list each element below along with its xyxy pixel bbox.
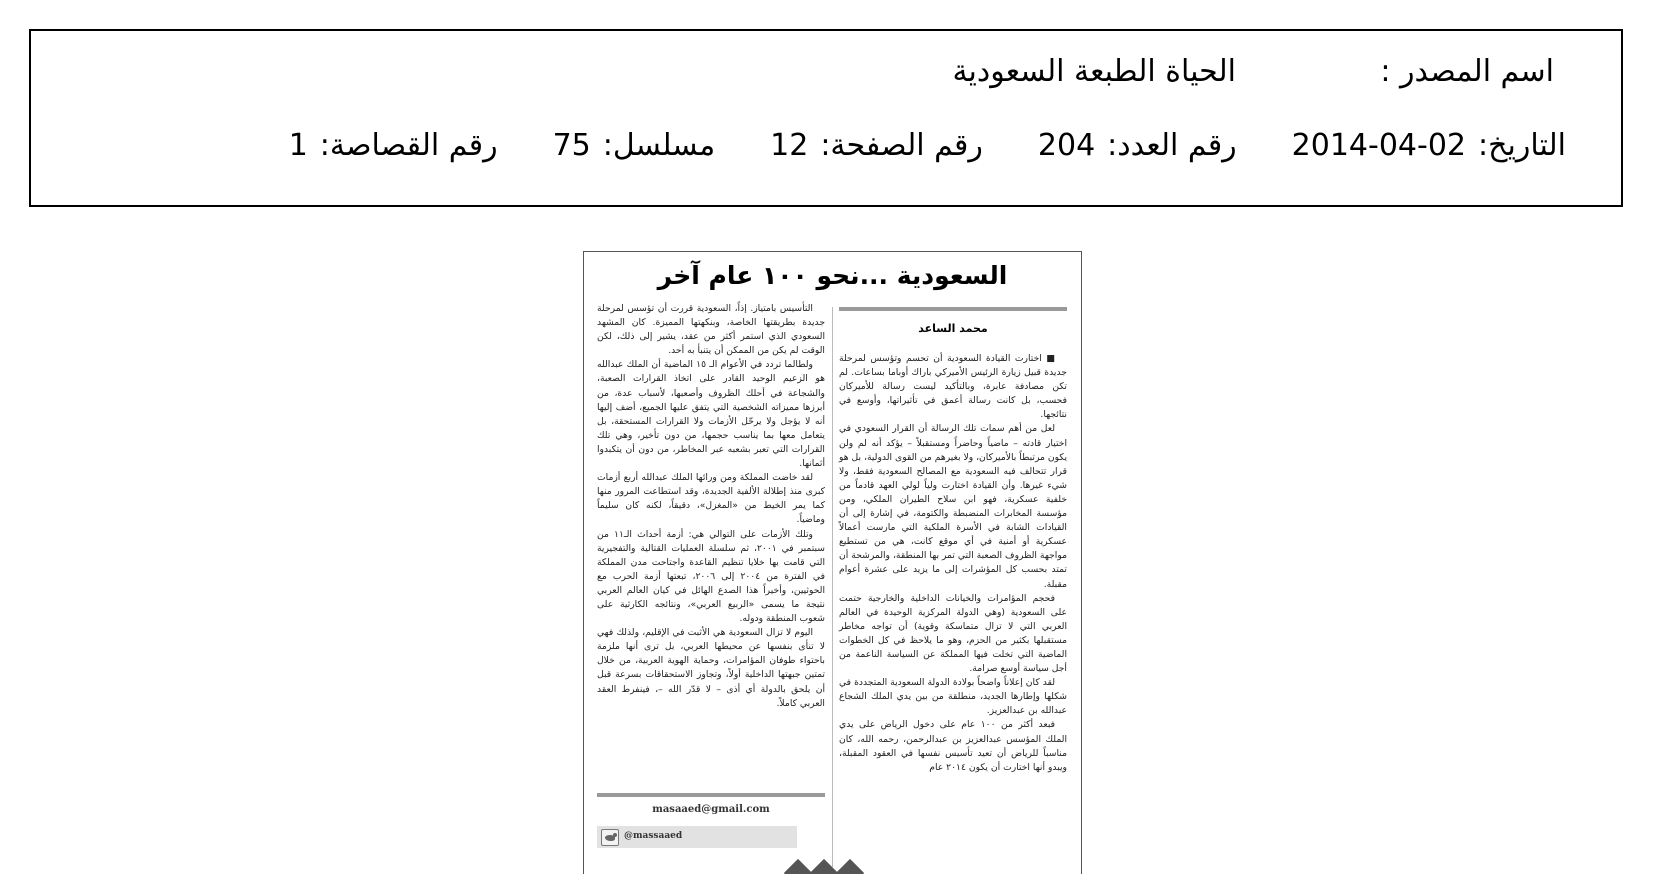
date-field	[1291, 128, 1566, 163]
ornament-diamond-icon	[836, 859, 864, 874]
paragraph: التأسيس بامتياز. إذاً، السعودية قررت أن تؤسس لمرحلة جديدة بطريقتها الخاصة، وبنكهتها المميزة. كان المشهد السعودي الذي استمر أكثر من عقد، يشير إلى ذلك، لكن الوقت لم يكن من الممكن أن يتنبأ به أحد.	[597, 303, 825, 357]
paragraph: ■ اختارت القيادة السعودية أن تحسم وتؤسس لمرحلة جديدة قبيل زيارة الرئيس الأميركي باراك أوباما بساعات. لم تكن مصادفة عابرة، وبالتأكيد ليست رسالة للأميركان فحسب، بل كانت رسالة أعمق في تأثيراتها، وأوسع في نتائجها.	[839, 353, 1067, 421]
paragraph: لقد كان إعلاناً واضحاً بولادة الدولة السعودية المتجددة في شكلها وإطارها الجديد، منطلقة من بين يدي الملك الشجاع عبدالله بن عبدالعزيز.	[839, 677, 1067, 717]
article-column-right	[839, 352, 1067, 775]
date-value: 2014-04-02	[1291, 128, 1467, 163]
paragraph: فبعد أكثر من ١٠٠ عام على دخول الرياض على يدي الملك المؤسس عبدالعزيز بن عبدالرحمن، رحمه الله، كان مناسباً للرياض أن تعيد تأسيس نفسها في العقود المقبلة، ويبدو أنها اختارت أن يكون ٢٠١٤ عام	[839, 719, 1067, 773]
paragraph: اليوم لا تزال السعودية هي الأثبت في الإقليم، ولذلك فهي لا تنأى بنفسها عن محيطها العربي، بل ترى أنها ملزمة باحتواء طوفان المؤامرات، وحماية الهوية العربية، من خلال تمتين جبهتها الداخلية أولاً، وتجاوز الاستحقاقات بسرعة قبل أن يلحق بالدولة أي أذى – لا قدّر الله –، فينفرط العقد العربي كاملاً.	[597, 627, 825, 709]
twitter-bird-icon	[601, 829, 619, 846]
article-author: محمد الساعد	[918, 322, 988, 335]
clip-field	[288, 128, 498, 163]
paragraph: فحجم المؤامرات والخيانات الداخلية والخارجية حتمت على السعودية (وهي الدولة المركزية الوحيدة في العالم العربي التي لا تزال متماسكة وقوية) أن تواجه مخاطر مستقبلها بكثير من الحزم، وهو ما يلاحظ في كل الخطوات الماضية التي تخلت فيها المملكة عن السياسة الناعمة من أجل سياسة أوسع صرامة.	[839, 592, 1067, 675]
footer-rule	[597, 793, 825, 797]
twitter-handle: @massaaed	[624, 831, 683, 841]
column-divider	[832, 307, 833, 867]
author-rule	[839, 307, 1067, 311]
ornament-diamond-icon	[810, 859, 838, 874]
paragraph: لقد خاضت المملكة ومن ورائها الملك عبدالله أربع أزمات كبرى منذ إطلالة الألفية الجديدة، وقد استطاعت المرور منها كما يمر الخيط من «المغزل»، دقيقاً، لكنه كان سليماً وماضياً.	[597, 472, 825, 526]
paragraph: ولطالما تردد في الأعوام الـ ١٥ الماضية أن الملك عبدالله هو الزعيم الوحيد القادر على اتخاذ القرارات الصعبة، والشجاعة في أحلك الظروف وأصعبها، لأسباب عدة، من أبرزها مميزاته الشخصية التي يتفق عليها الجميع، أضف إليها أنه لا يؤجل ولا يرحّل الأزمات ولا القرارات المستحقة، بل يتعامل معها بما يناسب حجمها، من دون تأخير، وهي تلك القرارات التي تعبر بشعبه عبر المخاطر، من دون أن يتكبدوا أثمانها.	[597, 359, 825, 470]
issue-label: رقم العدد:	[1107, 128, 1237, 163]
article-headline: السعودية ...نحو ١٠٠ عام آخر	[657, 261, 1008, 290]
serial-value: 75	[552, 128, 591, 163]
page-label: رقم الصفحة:	[820, 128, 983, 163]
page-value: 12	[770, 128, 809, 163]
clip-value: 1	[288, 128, 308, 163]
clip-label: رقم القصاصة:	[319, 128, 498, 163]
paragraph: لعل من أهم سمات تلك الرسالة أن القرار السعودي في اختيار قادته – ماضياً وحاضراً ومستقبلاً – يؤكد أنه لم ولن يكون مرتبطاً بالأميركان، ولا بغيرهم من القوى الدولية، بل هو قرار تتحالف فيه السعودية مع المصالح السعودية فقط، ولا شيء غيرها. وأن القيادة اختارت ولياً لولي العهد قادماً من خلفية عسكرية، فهو ابن سلاح الطيران الملكي، ومن مؤسسة المخابرات المنضبطة والكتومة، في إشارة إلى أن القيادات الشابة في الأسرة الملكية التي مارست أعمالاً عسكرية أو أمنية في أي موقع كانت، هي من تستطيع مواجهة الظروف الصعبة التي تمر بها المنطقة، والمرشحة أن تمتد بحسب كل المؤشرات إلى ما يزيد على عشرة أعوام مقبلة.	[839, 423, 1067, 590]
source-value: الحياة الطبعة السعودية	[952, 54, 1236, 89]
source-label: اسم المصدر :	[1380, 54, 1554, 89]
ornament-diamond-icon	[784, 859, 812, 874]
article-column-left	[597, 302, 825, 711]
issue-value: 204	[1037, 128, 1096, 163]
serial-label: مسلسل:	[602, 128, 716, 163]
issue-field	[1037, 128, 1237, 163]
newspaper-clipping	[583, 251, 1082, 874]
serial-field	[552, 128, 716, 163]
date-label: التاريخ:	[1478, 128, 1566, 163]
source-info-box	[29, 29, 1623, 207]
paragraph: وتلك الأزمات على التوالي هي: أزمة أحداث الـ١١ من سبتمبر في ٢٠٠١، ثم سلسلة العمليات القتالية والتفجيرية التي قامت بها خلايا تنظيم القاعدة واجتاحت مدن المملكة في الفترة من ٢٠٠٤ إلى ٢٠٠٦، تبعتها أزمة الحرب مع الحوثيين، وأخيراً هذا الصدع الهائل في كيان العالم العربي نتيجة ما يسمى «الربيع العربي»، ونتائجه الكارثية على شعوب المنطقة ودوله.	[597, 528, 825, 625]
meta-row	[288, 128, 1566, 163]
page-field	[770, 128, 983, 163]
end-ornament	[774, 863, 874, 874]
author-email: masaaed@gmail.com	[652, 804, 770, 815]
